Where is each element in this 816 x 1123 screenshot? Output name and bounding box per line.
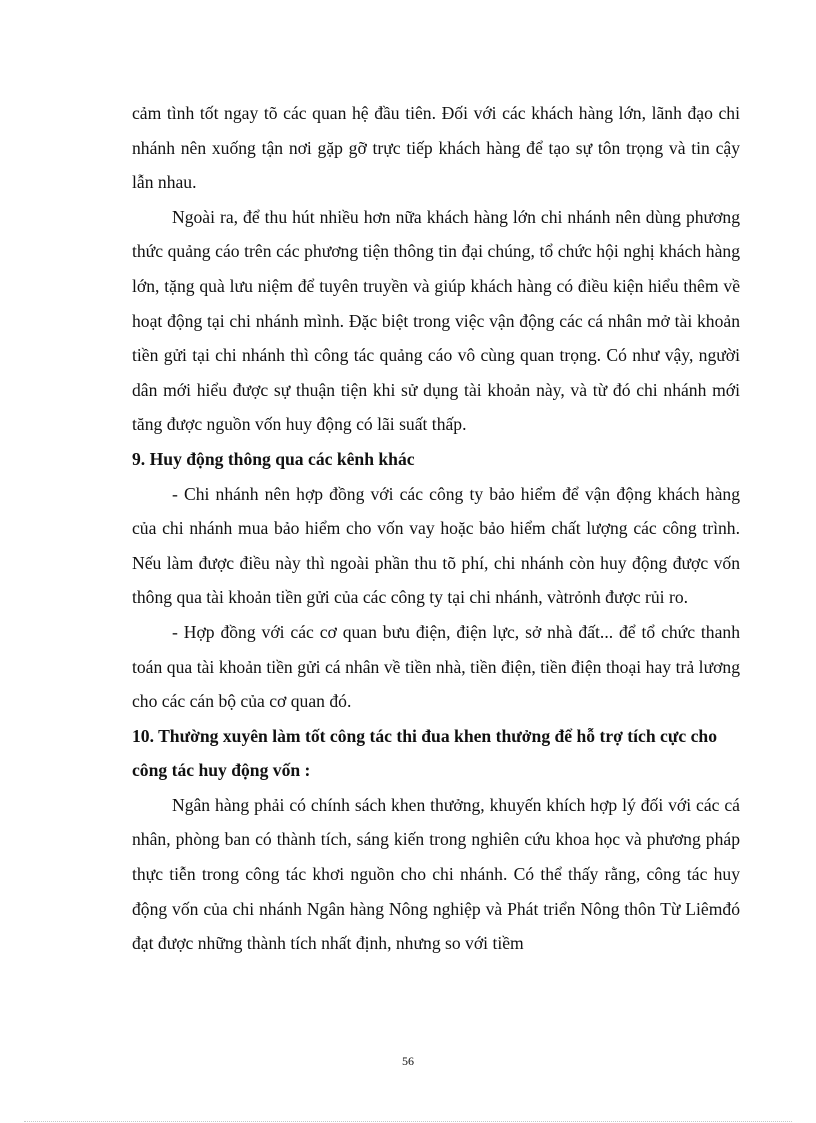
paragraph-insurance: - Chi nhánh nên hợp đồng với các công ty bảo hiểm để vận động khách hàng của chi nhánh mua bảo hiểm cho vốn vay hoặc bảo hiểm chất lượng các công trình. Nếu làm được điều này thì ngoài phần thu tõ phí, chi nhánh còn huy động được vốn thông qua tài khoản tiền gửi của các công ty tại chi nhánh, vàtrỏnh được rủi ro. (132, 483, 740, 608)
paragraph-continuation: cảm tình tốt ngay tõ các quan hệ đầu tiên. Đối với các khách hàng lớn, lãnh đạo chi nhánh nên xuống tận nơi gặp gỡ trực tiếp khách hàng để tạo sự tôn trọng và tin cậy lẫn nhau. (132, 103, 740, 193)
page-bottom-divider (24, 1121, 792, 1122)
paragraph-utilities: - Hợp đồng với các cơ quan bưu điện, điện lực, sở nhà đất... để tổ chức thanh toán qua tài khoản tiền gửi cá nhân về tiền nhà, tiền điện, tiền điện thoại hay trả lương cho các cán bộ của cơ quan đó. (132, 621, 740, 712)
paragraph-advertising: Ngoài ra, để thu hút nhiều hơn nữa khách hàng lớn chi nhánh nên dùng phương thức quảng cáo trên các phương tiện thông tin đại chúng, tổ chức hội nghị khách hàng lớn, tặng quà lưu niệm để tuyên truyền và giúp khách hàng có điều kiện hiểu thêm về hoạt động tại chi nhánh mình. Đặc biệt trong việc vận động các cá nhân mở tài khoản tiền gửi tại chi nhánh thì công tác quảng cáo vô cùng quan trọng. Có như vậy, người dân mới hiểu được sự thuận tiện khi sử dụng tài khoản này, và từ đó chi nhánh mới tăng được nguồn vốn huy động có lãi suất thấp. (132, 206, 740, 435)
page-body (132, 96, 740, 961)
section-heading-10: 10. Thường xuyên làm tốt công tác thi đua khen thưởng để hỗ trợ tích cực cho công tác huy động vốn : (132, 725, 718, 781)
paragraph-rewards: Ngân hàng phải có chính sách khen thưởng, khuyến khích hợp lý đối với các cá nhân, phòng ban có thành tích, sáng kiến trong nghiên cứu khoa học và phương pháp thực tiễn trong công tác khơi nguồn cho chi nhánh. Có thể thấy rằng, công tác huy động vốn của chi nhánh Ngân hàng Nông nghiệp và Phát triển Nông thôn Từ Liêmđó đạt được những thành tích nhất định, nhưng so với tiềm (132, 794, 740, 954)
page-number: 56 (402, 1054, 414, 1068)
section-heading-9: 9. Huy động thông qua các kênh khác (132, 448, 415, 469)
